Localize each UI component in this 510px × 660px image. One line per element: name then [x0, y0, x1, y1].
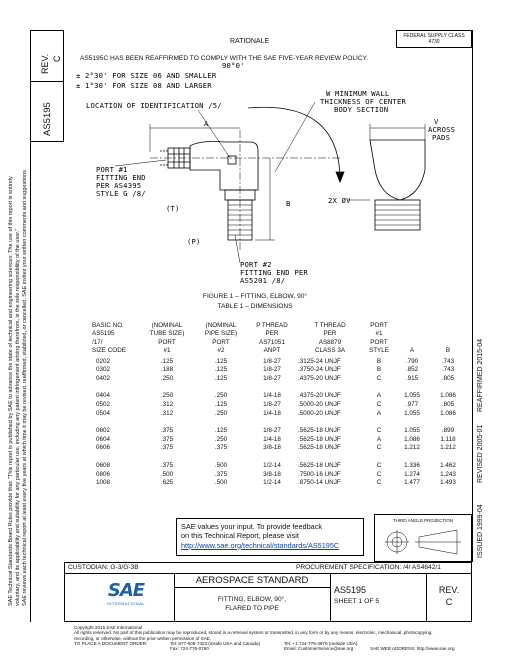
table-cell: .312 — [160, 409, 174, 417]
table-cell: .4375-20 UNJF — [298, 374, 341, 382]
table-cell: 1.055 — [404, 409, 420, 417]
table-cell: 1/8-27 — [263, 427, 281, 435]
table-cell: .125 — [160, 357, 174, 365]
table-cell: .7500-16 UNJF — [298, 470, 341, 478]
table-cell: A — [376, 392, 382, 400]
sae-logo-sub: INTERNATIONAL — [106, 601, 146, 606]
disclaimer-line-1: SAE Technical Standards Board Rules provide that: "This report is published by SAE to advance the state of technical and engineering sciences. The use of this report is entirely — [8, 176, 14, 606]
table-header-cell: B — [445, 347, 451, 355]
port2-label-3: AS5201 /8/ — [240, 276, 286, 285]
table-cell: .743 — [441, 357, 455, 365]
table-row — [90, 358, 466, 367]
table-cell: 3/8-18 — [263, 470, 281, 478]
table-cell: 1.477 — [404, 479, 420, 487]
table-cell: .625 — [160, 479, 174, 487]
table-cell: .500 — [214, 479, 228, 487]
table-header-cell: AS5195 — [92, 330, 115, 338]
feedback-link[interactable]: http://www.sae.org/technical/standards/AS5195C — [181, 540, 340, 550]
table-cell: .5625-18 UNJF — [298, 461, 341, 469]
table-cell: 0504 — [96, 409, 111, 417]
table-cell: 1.243 — [440, 470, 456, 478]
reaffirmed-date: REAFFIRMED 2015-04 — [477, 338, 484, 412]
table-header-row — [90, 347, 466, 355]
table-cell: .500 — [214, 461, 228, 469]
table-cell: .125 — [214, 400, 228, 408]
email: Email: CustomerService@sae.org — [284, 646, 354, 652]
table-cell: 0602 — [96, 427, 111, 435]
table-cell: .915 — [405, 374, 419, 382]
table-cell: .125 — [214, 374, 228, 382]
table-cell: .8750-14 UNJF — [298, 479, 341, 487]
table-cell: .977 — [405, 400, 419, 408]
fitting-drawing — [70, 60, 470, 290]
left-rev-label: REV. — [40, 53, 50, 74]
table-header-cell: PORT — [370, 338, 388, 346]
table-row — [90, 471, 466, 480]
table-cell: 1/2-14 — [263, 479, 281, 487]
table-cell: .805 — [441, 374, 455, 382]
table-cell: .375 — [160, 461, 174, 469]
table-header-row — [90, 339, 466, 347]
table-caption: TABLE 1 – DIMENSIONS — [217, 303, 293, 310]
table-header-cell: CLASS 3A — [314, 347, 346, 355]
table-cell: 0404 — [96, 392, 111, 400]
port1-label-2: FITTING END — [96, 173, 146, 182]
table-header-cell — [430, 322, 466, 330]
table-header-cell: #1 — [375, 330, 383, 338]
table-cell: .5000-20 UNJF — [298, 400, 341, 408]
table-row — [90, 436, 466, 445]
table-cell: 1.493 — [440, 479, 456, 487]
angle-label: 90°0' — [222, 61, 245, 70]
fax: Fax: 724-776-0790 — [170, 646, 209, 652]
table-cell: .899 — [441, 427, 455, 435]
sae-logo-mark: SAE — [107, 580, 145, 601]
table-header — [90, 322, 466, 356]
table-row — [90, 462, 466, 471]
table-cell: .5625-18 UNJF — [298, 444, 341, 452]
table-cell: .125 — [214, 366, 228, 374]
table-body — [90, 356, 466, 488]
p-label: (P) — [187, 237, 201, 246]
table-cell: 0606 — [96, 444, 111, 452]
table-cell: 1.118 — [440, 435, 456, 443]
sheet-number: SHEET 1 OF 5 — [334, 598, 380, 605]
table-cell: .3750-24 UNJF — [298, 366, 341, 374]
dimensions-table — [90, 322, 466, 488]
table-cell: 1/8-27 — [263, 366, 281, 374]
table-cell: C — [376, 461, 382, 469]
table-cell: .852 — [405, 366, 419, 374]
projection-box — [374, 514, 472, 562]
table-cell: 1/8-27 — [263, 374, 281, 382]
table-cell: .5625-18 UNJF — [298, 435, 341, 443]
table-cell: .4375-20 UNJF — [298, 392, 341, 400]
table-cell: 1.086 — [440, 392, 456, 400]
table-cell: 1/8-27 — [263, 357, 281, 365]
feedback-line-2: on this Technical Report, please visit — [181, 531, 299, 541]
procurement-spec: PROCUREMENT SPECIFICATION: /4/ AS4842/1 — [296, 564, 441, 571]
table-cell: 0202 — [96, 357, 111, 365]
table-cell: 1.212 — [440, 444, 456, 452]
tel-inside: Tel: 877-606-7323 (inside USA and Canada) — [170, 640, 261, 646]
arc-arrowhead — [336, 172, 344, 182]
v-label-2: ACROSS — [428, 125, 456, 134]
custodian-label: CUSTODIAN: G-3/G-3B — [68, 564, 139, 571]
table-header-cell: PORT — [212, 338, 230, 346]
wall-label-2: THICKNESS OF CENTER — [320, 97, 407, 106]
table-header-cell: PORT — [370, 322, 388, 329]
feedback-line-1: SAE values your input. To provide feedback — [181, 522, 323, 531]
table-cell: .188 — [160, 366, 174, 374]
copyright: Copyright 2015 SAE International — [74, 625, 143, 630]
table-row — [90, 366, 466, 375]
rationale-text: AS5195C HAS BEEN REAFFIRMED TO COMPLY WITH THE SAE FIVE-YEAR REVIEW POLICY. — [80, 55, 368, 62]
table-cell: 1.274 — [404, 470, 420, 478]
table-header-cell: ANPT — [263, 347, 281, 355]
table-cell: 0302 — [96, 366, 111, 374]
table-cell: 0608 — [96, 461, 111, 469]
table-cell: .312 — [160, 400, 174, 408]
table-header-cell: BASIC NO. — [92, 322, 124, 329]
table-header-cell: TUBE SIZE) — [149, 330, 185, 338]
t-label: (T) — [166, 204, 180, 213]
angle-arc — [248, 107, 340, 180]
table-header-cell — [430, 330, 466, 338]
web-address[interactable]: SAE WEB ADDRESS: http://www.sae.org — [370, 646, 455, 652]
table-header-cell — [394, 322, 430, 330]
table-cell: .125 — [214, 357, 228, 365]
table-cell: .375 — [160, 444, 174, 452]
federal-supply-box — [396, 30, 472, 48]
port2-label-2: FITTING END PER — [240, 268, 308, 277]
table-cell: .805 — [441, 400, 455, 408]
disclaimer-line-2: voluntary, and its applicability and suitability for any particular use, including any patent infringement arising therefrom, is the sole responsibility of the user." — [15, 228, 21, 606]
tel-outside: Tel: +1 724-776-4970 (outside USA) — [284, 640, 358, 646]
rev-label: REV. — [438, 585, 460, 595]
table-header-cell: PER — [265, 330, 279, 338]
standard-type: AEROSPACE STANDARD — [195, 575, 309, 586]
fsc-label: FEDERAL SUPPLY CLASS — [403, 33, 465, 39]
table-row — [90, 444, 466, 453]
rights-text-2: recording, or otherwise, without the prior written permission of SAE. — [74, 635, 212, 641]
rev-value: C — [445, 597, 453, 607]
table-cell: C — [376, 470, 382, 478]
table-header-cell: #2 — [217, 347, 225, 355]
wall-label-1: W MINIMUM WALL — [326, 89, 390, 98]
table-header-cell — [394, 330, 430, 338]
left-doc-number: AS5195 — [42, 102, 53, 136]
dim-b-label: B — [286, 199, 291, 208]
table-cell: 1.336 — [404, 461, 420, 469]
port2-label-1: PORT #2 — [240, 260, 272, 269]
table-group-spacer — [90, 453, 466, 462]
table-group-spacer — [90, 418, 466, 427]
table-cell: .3125-24 UNJF — [298, 357, 341, 365]
port1-label-3: PER AS4395 — [96, 181, 142, 190]
disclaimer-line-3: SAE reviews each technical report at least every five years at which time it may be revised, reaffirmed, stabilized, or cancelled. SAE invites your written comments and suggestions. — [22, 168, 28, 606]
table-header-cell: STYLE — [369, 347, 389, 355]
table-cell: .250 — [160, 374, 174, 382]
table-header-cell: (NOMINAL — [205, 322, 237, 329]
table-header-cell — [394, 339, 430, 347]
table-cell: 1.212 — [404, 444, 420, 452]
table-header-cell: PORT — [158, 338, 176, 346]
table-row — [90, 392, 466, 401]
table-header-row — [90, 322, 466, 330]
table-cell: 1008 — [96, 479, 111, 487]
table-cell: C — [376, 400, 382, 408]
revised-date: REVISED 2005-01 — [477, 424, 484, 483]
table-cell: C — [376, 444, 382, 452]
v-label-3: PADS — [432, 133, 451, 142]
diameter-label: 2X ØV — [328, 196, 351, 205]
table-header-cell: PER — [323, 330, 337, 338]
table-header-cell: PIPE SIZE) — [204, 330, 238, 338]
table-cell: .250 — [214, 392, 228, 400]
table-cell: A — [376, 409, 382, 417]
table-header-cell: (NOMINAL — [151, 322, 183, 329]
wall-label-3: BODY SECTION — [334, 105, 389, 114]
table-row — [90, 427, 466, 436]
table-cell: .375 — [160, 427, 174, 435]
table-cell: 1/4-18 — [263, 409, 281, 417]
table-row — [90, 479, 466, 488]
custodian-divider — [64, 573, 472, 574]
table-cell: 1.086 — [440, 409, 456, 417]
table-cell: C — [376, 479, 382, 487]
table-header-cell: #1 — [163, 347, 171, 355]
doc-number: AS5195 — [334, 585, 367, 595]
table-cell: C — [376, 427, 382, 435]
table-cell: .5000-20 UNJF — [298, 409, 341, 417]
table-cell: .375 — [214, 444, 228, 452]
table-cell: C — [376, 374, 382, 382]
order-label: TO PLACE A DOCUMENT ORDER: — [74, 640, 148, 646]
table-cell: 1.086 — [404, 435, 420, 443]
v-label-1: V — [434, 117, 439, 126]
table-header-cell: /17/ — [92, 338, 103, 346]
table-cell: .5625-18 UNJF — [298, 427, 341, 435]
table-header-cell: P THREAD — [256, 322, 288, 329]
port1-label-1: PORT #1 — [96, 165, 128, 174]
fsc-value: 4730 — [428, 39, 440, 45]
table-header-cell: A — [409, 347, 415, 355]
table-cell: 3/8-18 — [263, 444, 281, 452]
table-cell: 1.055 — [404, 392, 420, 400]
projection-symbol — [375, 526, 471, 560]
table-cell: A — [376, 435, 382, 443]
docnum-divider — [330, 573, 331, 622]
rationale-title: RATIONALE — [230, 38, 270, 45]
table-cell: 1.462 — [440, 461, 456, 469]
projection-label: THIRD ANGLE PROJECTION — [392, 518, 454, 523]
table-cell: .250 — [214, 409, 228, 417]
table-cell: .250 — [160, 392, 174, 400]
table-cell: .125 — [214, 427, 228, 435]
table-header-cell — [430, 339, 466, 347]
standard-divider — [174, 587, 330, 588]
table-cell: 0502 — [96, 400, 111, 408]
table-cell: 0806 — [96, 470, 111, 478]
table-cell: .375 — [160, 435, 174, 443]
table-row — [90, 401, 466, 410]
table-header-row — [90, 330, 466, 338]
table-cell: 1/4-18 — [263, 435, 281, 443]
figure-caption: FIGURE 1 – FITTING, ELBOW, 90° — [202, 293, 308, 300]
table-header-cell: AS71051 — [259, 338, 285, 346]
table-row — [90, 410, 466, 419]
location-id-label: LOCATION OF IDENTIFICATION /5/ — [86, 101, 222, 110]
left-rev-value: C — [52, 55, 62, 62]
table-cell: .500 — [160, 470, 174, 478]
title-line-1: FITTING, ELBOW, 90°, — [217, 596, 287, 603]
port1-label-4: STYLE G /8/ — [96, 189, 146, 198]
rights-text: All rights reserved. No part of this publication may be reproduced, stored in a retrieval system or transmitted, in any form or by any means, electronic, mechanical, photocopying, — [74, 630, 433, 636]
table-cell: B — [376, 357, 382, 365]
title-line-2: FLARED TO PIPE — [225, 605, 279, 612]
tolerance-line-1: ± 2°30' FOR SIZE 06 AND SMALLER — [76, 71, 217, 80]
tolerance-line-2: ± 1°30' FOR SIZE 08 AND LARGER — [76, 81, 212, 90]
table-header-cell: AS8879 — [318, 338, 342, 346]
table-cell: B — [376, 366, 382, 374]
table-cell: .250 — [214, 435, 228, 443]
table-cell: 1/8-27 — [263, 400, 281, 408]
table-header-cell: T THREAD — [314, 322, 346, 329]
table-header-cell: SIZE CODE — [92, 347, 126, 355]
dim-a-label: A — [204, 119, 209, 128]
feedback-box — [176, 518, 364, 556]
table-cell: 0402 — [96, 374, 111, 382]
table-cell: .743 — [441, 366, 455, 374]
table-group-spacer — [90, 383, 466, 392]
table-cell: 0604 — [96, 435, 111, 443]
issued-date: ISSUED 1999-04 — [477, 504, 484, 558]
table-cell: .790 — [405, 357, 419, 365]
table-cell: .375 — [214, 470, 228, 478]
table-row — [90, 375, 466, 384]
footer — [74, 625, 494, 651]
table-cell: 1/4-18 — [263, 392, 281, 400]
sae-logo — [100, 580, 152, 606]
table-cell: 1/2-14 — [263, 461, 281, 469]
table-cell: 1.055 — [404, 427, 420, 435]
